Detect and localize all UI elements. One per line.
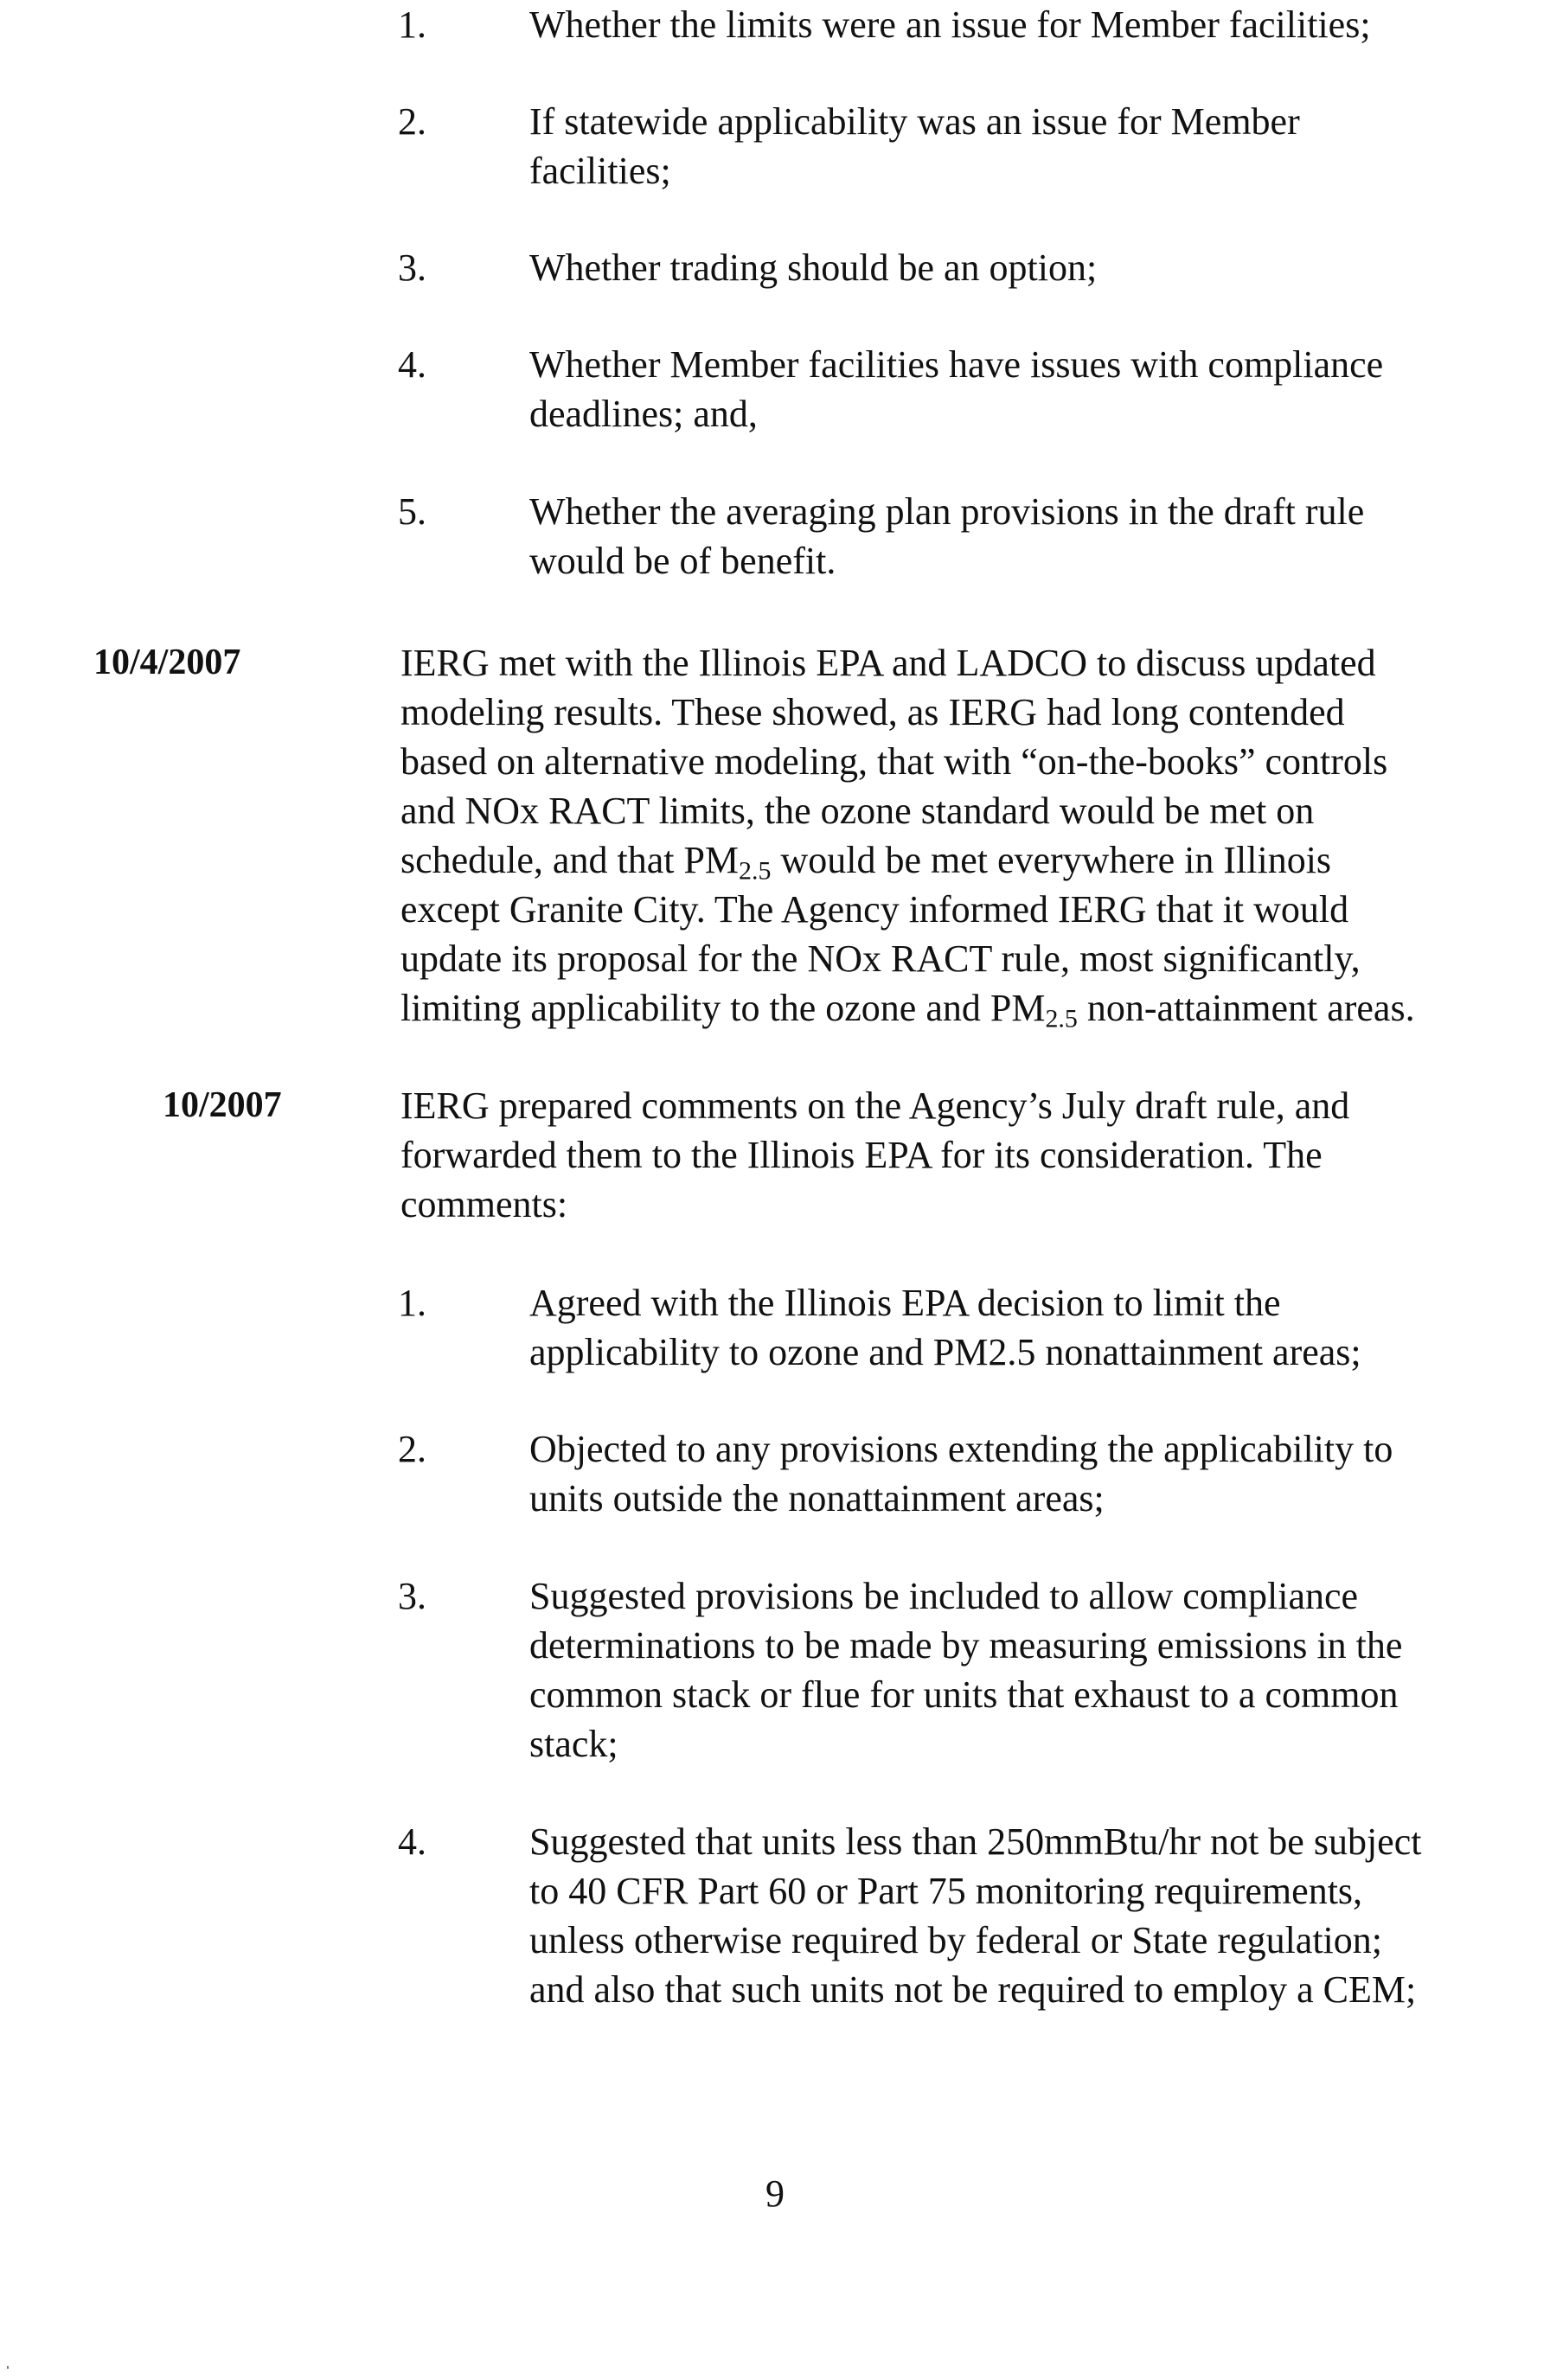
list-item-line: and also that such units not be required to employ a CEM; [529, 1968, 1417, 2011]
list-number: 1. [398, 3, 426, 46]
list-number: 4. [398, 1820, 426, 1863]
paragraph-line: IERG prepared comments on the Agency’s July draft rule, and [400, 1084, 1350, 1127]
paragraph-line: based on alternative modeling, that with “on-the-books” controls [400, 740, 1388, 783]
paragraph-line [400, 983, 1550, 1033]
list-item [529, 97, 1550, 195]
entry-date: 10/4/2007 [93, 643, 241, 682]
list-item-line: unless otherwise required by federal or State regulation; [529, 1919, 1383, 1961]
list-number: 4. [398, 343, 426, 386]
list-number: 3. [398, 246, 426, 289]
list-item-line: common stack or flue for units that exhaust to a common [529, 1673, 1399, 1716]
list-item-line: Whether Member facilities have issues with compliance [529, 343, 1384, 386]
list-item-line: facilities; [529, 150, 671, 192]
list-item [529, 1278, 1550, 1377]
paragraph-line: modeling results. These showed, as IERG had long contended [400, 691, 1345, 733]
list-number: 5. [398, 490, 426, 533]
list-item-line: If statewide applicability was an issue for Member [529, 100, 1300, 143]
list-item [529, 243, 1550, 292]
text-run: limiting applicability to the ozone and PM [400, 987, 1046, 1029]
list-number: 1. [398, 1282, 426, 1324]
list-item [529, 487, 1550, 585]
entry-paragraph [400, 1081, 1550, 1229]
text-run: would be met everywhere in Illinois [771, 839, 1332, 881]
paragraph-line: and NOx RACT limits, the ozone standard would be met on [400, 790, 1315, 832]
list-item [529, 340, 1550, 438]
list-number: 3. [398, 1575, 426, 1617]
paragraph-line: update its proposal for the NOx RACT rule, most significantly, [400, 937, 1361, 980]
page-number: 9 [765, 2172, 785, 2215]
list-item-line: Agreed with the Illinois EPA decision to limit the [529, 1282, 1281, 1324]
text-run: non-attainment areas. [1077, 987, 1415, 1029]
list-item [529, 1571, 1550, 1769]
subscript: 2.5 [1045, 1004, 1078, 1033]
list-item-line: Whether the limits were an issue for Member facilities; [529, 3, 1371, 46]
list-item [529, 1817, 1550, 2014]
list-item-line: units outside the nonattainment areas; [529, 1477, 1105, 1519]
list-item-line: determinations to be made by measuring emissions in the [529, 1624, 1403, 1667]
list-item-line: Suggested provisions be included to allow compliance [529, 1575, 1359, 1617]
list-item-line: Objected to any provisions extending the applicability to [529, 1428, 1393, 1470]
entry-date: 10/2007 [163, 1085, 282, 1125]
list-item [529, 0, 1550, 49]
text-run: schedule, and that PM [400, 839, 740, 881]
list-item-line: Suggested that units less than 250mmBtu/hr not be subject [529, 1820, 1422, 1863]
list-number: 2. [398, 100, 426, 143]
list-item-line: Whether trading should be an option; [529, 246, 1098, 289]
list-item-line: Whether the averaging plan provisions in the draft rule [529, 490, 1365, 533]
list-item-line: stack; [529, 1723, 618, 1765]
paragraph-line: comments: [400, 1183, 568, 1225]
entry-paragraph [400, 638, 1550, 1033]
list-item-line: to 40 CFR Part 60 or Part 75 monitoring requirements, [529, 1870, 1363, 1912]
list-item [529, 1424, 1550, 1523]
paragraph-line [400, 835, 1550, 885]
list-number: 2. [398, 1428, 426, 1470]
list-item-line: applicability to ozone and PM2.5 nonattainment areas; [529, 1331, 1361, 1373]
paragraph-line: except Granite City. The Agency informed IERG that it would [400, 888, 1349, 931]
paragraph-line: forwarded them to the Illinois EPA for its consideration. The [400, 1134, 1323, 1176]
list-item-line: deadlines; and, [529, 393, 758, 435]
scan-speck [7, 2366, 9, 2369]
list-item-line: would be of benefit. [529, 540, 836, 582]
subscript: 2.5 [739, 856, 772, 886]
paragraph-line: IERG met with the Illinois EPA and LADCO to discuss updated [400, 642, 1376, 684]
